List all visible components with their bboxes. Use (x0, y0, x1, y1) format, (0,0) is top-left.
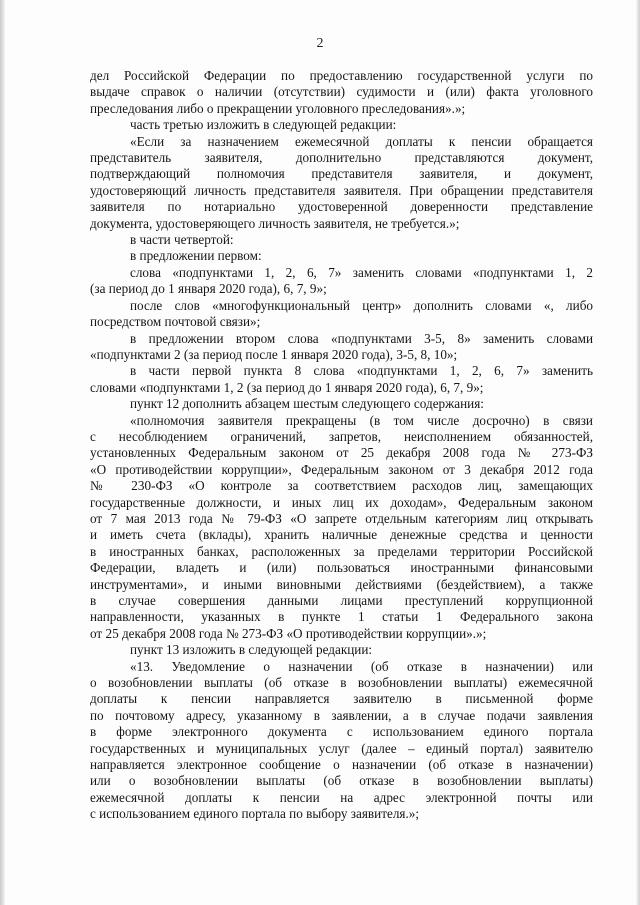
text-line: словами «подпунктами 1, 2 (за период до 1 января 2020 года), 6, 7, 9»; (90, 379, 484, 395)
text-line: направляется электронное сообщение о назначении (об отказе в назначении) (90, 757, 593, 773)
text-line: пункт 12 дополнить абзацем шестым следующего содержания: (130, 396, 484, 412)
scan-edge-right (636, 0, 640, 905)
text-line: от 25 декабря 2008 года № 273-ФЗ «О противодействии коррупции».»; (90, 625, 487, 641)
text-line: в части первой пункта 8 слова «подпунктами 1, 2, 6, 7» заменить (130, 363, 593, 379)
text-line: с несоблюдением ограничений, запретов, неисполнением обязанностей, (90, 428, 593, 444)
text-line: «13. Уведомление о назначении (об отказе в назначении) или (130, 658, 593, 674)
scan-edge-left (0, 0, 5, 905)
text-line: направленности, указанных в пункте 1 статьи 1 Федерального закона (90, 609, 593, 625)
text-line: установленных Федеральным законом от 25 декабря 2008 года № 273-ФЗ (90, 445, 593, 461)
text-line: в предложении втором слова «подпунктами 3-5, 8» заменить словами (130, 330, 593, 346)
page-number: 2 (316, 36, 324, 51)
text-line: по почтовому адресу, указанному в заявлении, а в случае подачи заявления (90, 707, 593, 723)
text-line: заявителя по нотариально удостоверенной доверенности представление (90, 199, 593, 215)
text-line: доплаты к пенсии направляется заявителю в письменной форме (90, 691, 593, 707)
text-line: «подпунктами 2 (за период после 1 января 2020 года), 3-5, 8, 10»; (90, 346, 458, 362)
text-line: представитель заявителя, дополнительно представляются документ, (90, 150, 593, 166)
text-line: «Если за назначением ежемесячной доплаты к пенсии обращается (130, 133, 593, 149)
text-line: и иметь счета (вклады), хранить наличные денежные средства и ценности (90, 527, 593, 543)
text-line: от 7 мая 2013 года № 79-ФЗ «О запрете отдельным категориям лиц открывать (90, 510, 593, 526)
text-line: преследования либо о прекращении уголовного преследования».»; (90, 100, 466, 116)
text-line: в случае совершения данными лицами преступлений коррупционной (90, 593, 593, 608)
text-line: дел Российской Федерации по предоставлению государственной услуги по (90, 68, 593, 83)
text-line: или о возобновлении выплаты (об отказе в возобновлении выплаты) (90, 773, 593, 789)
text-line: слова «подпунктами 1, 2, 6, 7» заменить словами «подпунктами 1, 2 (130, 264, 593, 280)
text-line: с использованием единого портала по выбору заявителя.»; (90, 806, 420, 822)
text-line: (за период до 1 января 2020 года), 6, 7, 9»; (90, 281, 327, 297)
text-line: после слов «многофункциональный центр» дополнить словами «, либо (130, 297, 593, 313)
text-line: инструментами», и иными виновными действиями (бездействием), а также (90, 576, 593, 592)
text-line: № 230-ФЗ «О контроле за соответствием расходов лиц, замещающих (90, 478, 593, 494)
text-line: выдаче справок о наличии (отсутствии) судимости и (или) факта уголовного (90, 84, 593, 100)
text-line: в форме электронного документа с использованием единого портала (90, 724, 593, 740)
text-line: государственных и муниципальных услуг (далее – единый портал) заявителю (90, 740, 593, 756)
text-line: посредством почтовой связи»; (90, 314, 261, 330)
text-line: документа, удостоверяющего личность заявителя, не требуется.»; (90, 215, 460, 231)
document-body (90, 68, 593, 823)
text-line: в предложении первом: (130, 248, 262, 264)
text-line: часть третью изложить в следующей редакции: (130, 117, 397, 133)
text-line: в иностранных банках, расположенных за пределами территории Российской (90, 543, 593, 559)
text-line: удостоверяющий личность представителя заявителя. При обращении представителя (90, 182, 593, 198)
text-line: государственные должности, и иных лиц их доходам», Федеральным законом (90, 494, 593, 510)
text-line: «О противодействии коррупции», Федеральным законом от 3 декабря 2012 года (90, 461, 593, 477)
text-line: о возобновлении выплаты (об отказе в возобновлении выплаты) ежемесячной (90, 675, 593, 691)
text-line: пункт 13 изложить в следующей редакции: (130, 642, 373, 658)
text-line: Федерации, владеть и (или) пользоваться иностранными финансовыми (90, 560, 593, 576)
text-line: «полномочия заявителя прекращены (в том числе досрочно) в связи (130, 412, 593, 428)
text-line: ежемесячной доплаты к пенсии на адрес электронной почты или (90, 789, 593, 805)
text-line: в части четвертой: (130, 232, 234, 248)
text-line: подтверждающий полномочия представителя заявителя, и документ, (90, 166, 593, 182)
